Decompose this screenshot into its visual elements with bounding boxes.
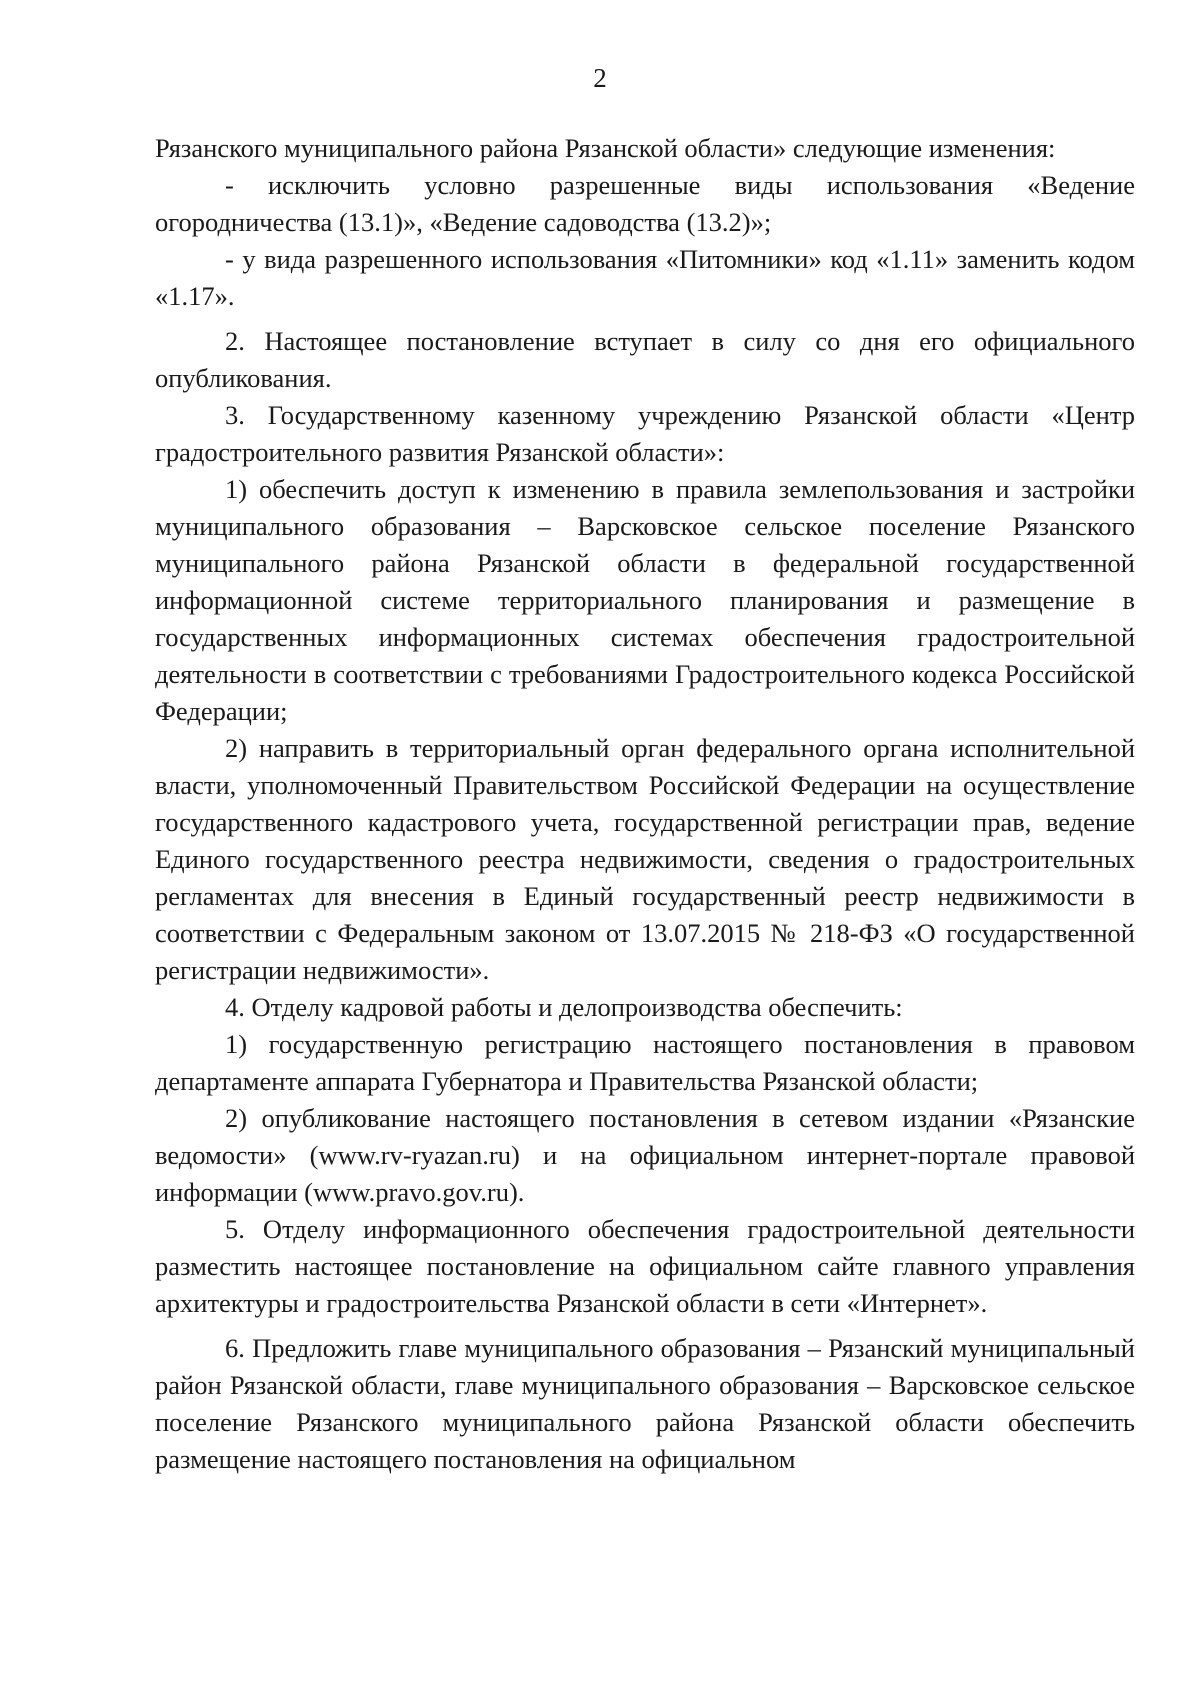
paragraph-item-3: 3. Государственному казенному учреждению Рязанской области «Центр градостроительного развития Рязанской области»: <box>155 400 1135 467</box>
paragraph-item-4: 4. Отделу кадровой работы и делопроизводства обеспечить: <box>225 992 903 1022</box>
paragraph-item-6: 6. Предложить главе муниципального образования – Рязанский муниципальный район Рязанской области, главе муниципального образования – Варсковское сельское поселение Рязанского муниципального района Рязанской области обеспечить размещение настоящего постановления на официальном <box>155 1333 1135 1474</box>
paragraph-item-5: 5. Отделу информационного обеспечения градостроительной деятельности разместить настоящее постановление на официальном сайте главного управления архитектуры и градостроительства Рязанской области в сети «Интернет». <box>155 1214 1135 1318</box>
paragraph-exclude-uses: - исключить условно разрешенные виды использования «Ведение огородничества (13.1)», «Ведение садоводства (13.2)»; <box>155 170 1135 237</box>
paragraph-item-4-2: 2) опубликование настоящего постановления в сетевом издании «Рязанские ведомости» (www.rv-ryazan.ru) и на официальном интернет-портале правовой информации (www.pravo.gov.ru). <box>155 1103 1135 1207</box>
paragraph-item-4-1: 1) государственную регистрацию настоящего постановления в правовом департаменте аппарата Губернатора и Правительства Рязанской области; <box>155 1029 1135 1096</box>
page-number: 2 <box>593 63 607 93</box>
paragraph-continuation: Рязанского муниципального района Рязанской области» следующие изменения: <box>155 133 1056 163</box>
paragraph-replace-code: - у вида разрешенного использования «Питомники» код «1.11» заменить кодом «1.17». <box>155 244 1135 311</box>
paragraph-item-3-2: 2) направить в территориальный орган федерального органа исполнительной власти, уполномоченный Правительством Российской Федерации на осуществление государственного кадастрового учета, государственной регистрации прав, ведение Единого государственного реестра недвижимости, сведения о градостроительных регламентах для внесения в Единый государственный реестр недвижимости в соответствии с Федеральным законом от 13.07.2015 № 218-ФЗ «О государственной регистрации недвижимости». <box>155 733 1135 985</box>
paragraph-item-2: 2. Настоящее постановление вступает в силу со дня его официального опубликования. <box>155 326 1135 393</box>
document-body <box>155 130 1135 1478</box>
paragraph-item-3-1: 1) обеспечить доступ к изменению в правила землепользования и застройки муниципального образования – Варсковское сельское поселение Рязанского муниципального района Рязанской области в федеральной государственной информационной системе территориального планирования и размещение в государственных информационных системах обеспечения градостроительной деятельности в соответствии с требованиями Градостроительного кодекса Российской Федерации; <box>155 474 1135 726</box>
